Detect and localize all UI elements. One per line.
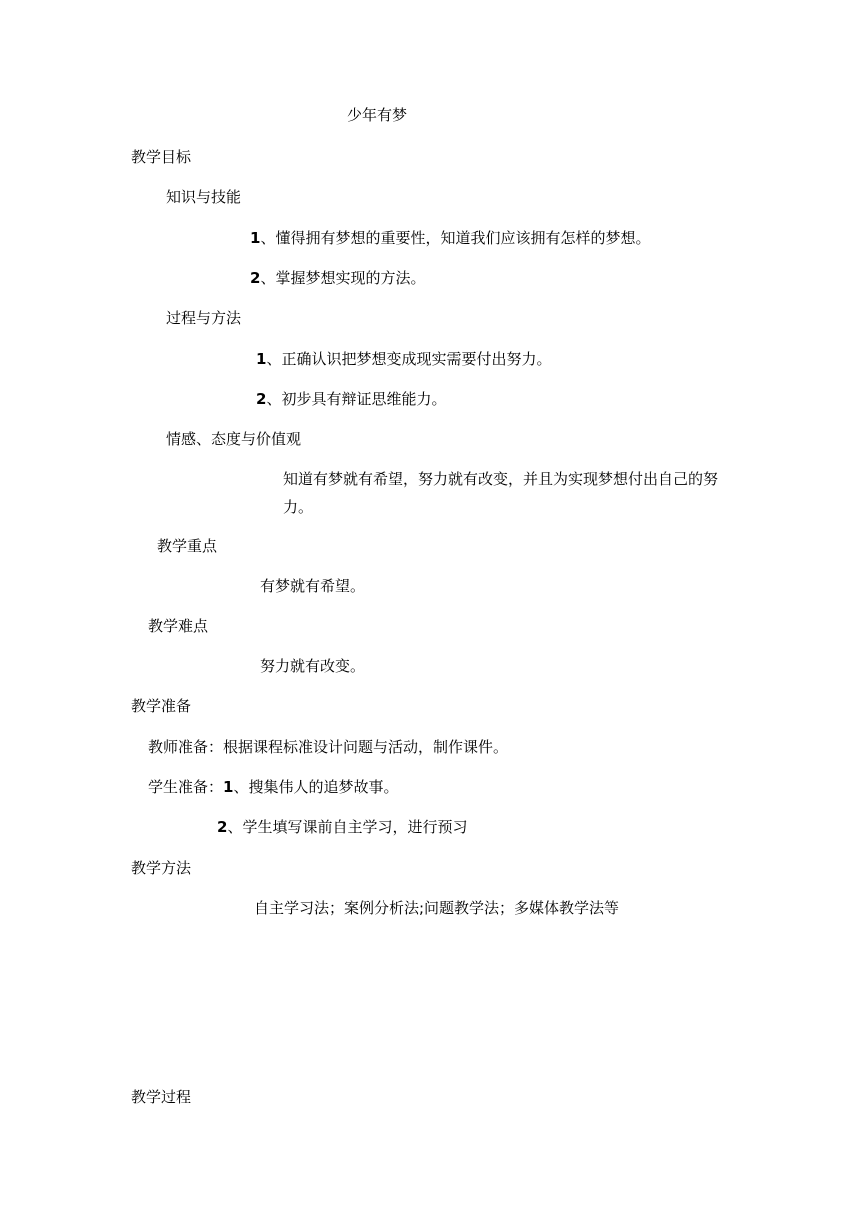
list-item-number: 2 <box>250 269 261 287</box>
student-preparation-label: 学生准备： <box>148 778 224 796</box>
paragraph-key-point: 有梦就有希望。 <box>260 577 366 595</box>
section-heading-teaching-process: 教学过程 <box>131 1088 192 1106</box>
paragraph-methods: 自主学习法；案例分析法;问题教学法；多媒体教学法等 <box>254 899 620 917</box>
list-item-number: 1 <box>256 350 267 368</box>
list-item <box>256 349 551 369</box>
paragraph-emotion-values: 知道有梦就有希望，努力就有改变，并且为实现梦想付出自己的努力。 <box>283 470 719 516</box>
list-item-text: 、搜集伟人的追梦故事。 <box>233 778 399 796</box>
section-heading-objectives: 教学目标 <box>131 148 192 166</box>
list-item <box>250 268 425 288</box>
list-item <box>217 817 467 837</box>
section-heading-preparation: 教学准备 <box>131 697 192 715</box>
list-item-text: 、掌握梦想实现的方法。 <box>260 269 426 287</box>
paragraph-difficulty: 努力就有改变。 <box>260 657 366 675</box>
section-heading-key-point: 教学重点 <box>157 537 218 555</box>
list-item <box>256 389 446 409</box>
list-item-number: 2 <box>256 390 267 408</box>
subheading-knowledge-skills: 知识与技能 <box>166 188 242 206</box>
student-preparation-line <box>148 777 398 797</box>
list-item-text: 、学生填写课前自主学习，进行预习 <box>227 818 468 836</box>
list-item-number: 2 <box>217 818 228 836</box>
list-item-number: 1 <box>223 778 234 796</box>
page-title: 少年有梦 <box>347 106 408 124</box>
list-item-text: 、懂得拥有梦想的重要性，知道我们应该拥有怎样的梦想。 <box>260 229 651 247</box>
subheading-process-methods: 过程与方法 <box>166 309 242 327</box>
list-item-text: 、初步具有辩证思维能力。 <box>266 390 447 408</box>
list-item-text: 、正确认识把梦想变成现实需要付出努力。 <box>266 350 552 368</box>
list-item-number: 1 <box>250 229 261 247</box>
section-heading-methods: 教学方法 <box>131 859 192 877</box>
section-heading-difficulty: 教学难点 <box>148 617 209 635</box>
subheading-emotion-values: 情感、态度与价值观 <box>166 430 302 448</box>
list-item <box>250 228 650 248</box>
paragraph-teacher-preparation: 教师准备：根据课程标准设计问题与活动，制作课件。 <box>148 738 509 756</box>
